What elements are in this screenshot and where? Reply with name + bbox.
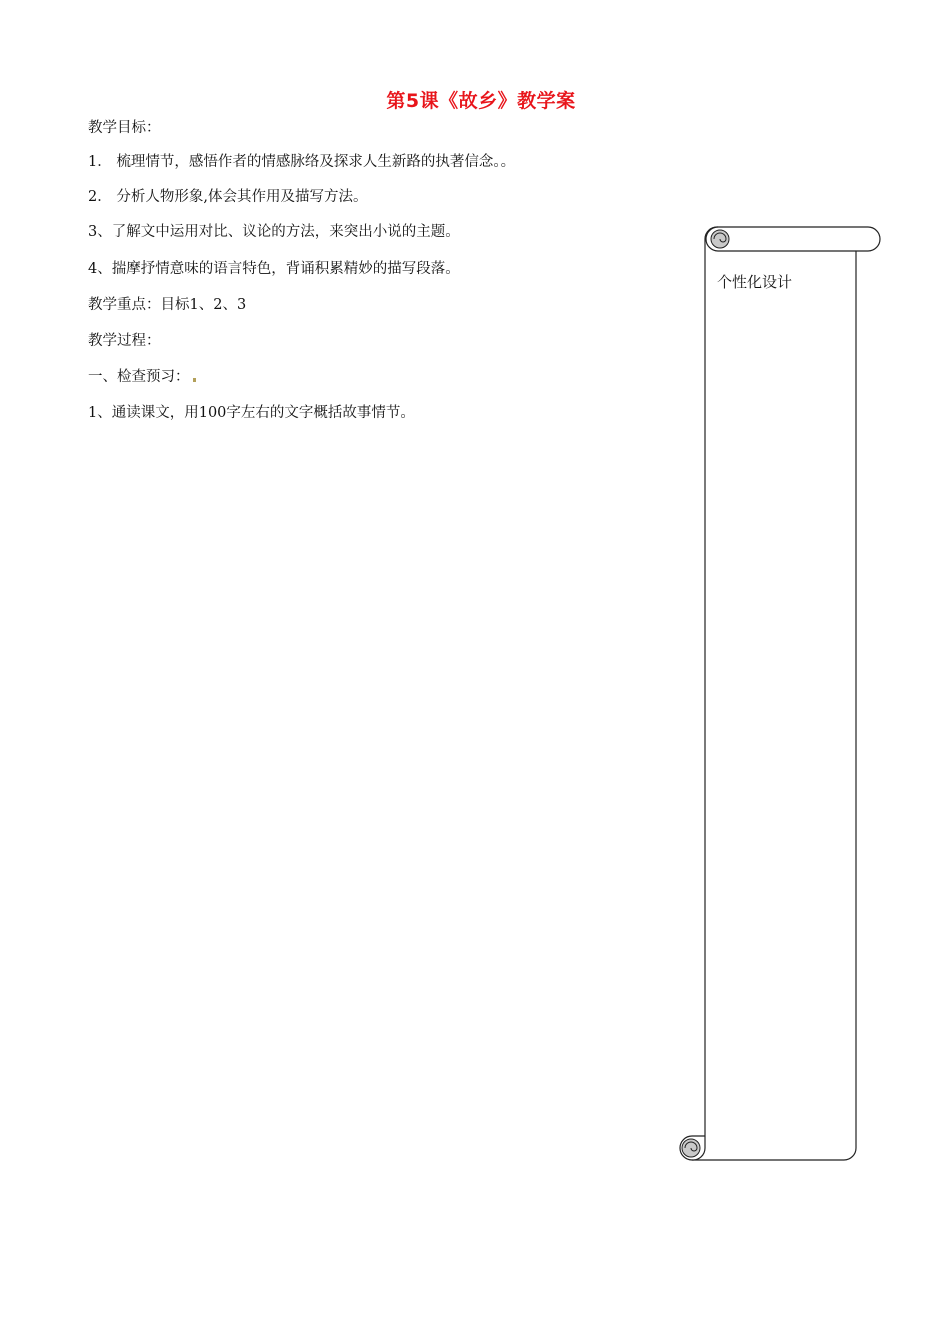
section-preview-check-text: 一、检查预习：	[88, 369, 190, 385]
process-heading: 教学过程：	[88, 333, 161, 349]
document-title: 第5课《故乡》教学案	[386, 90, 576, 112]
key-points: 教学重点：目标1、2、3	[88, 297, 247, 313]
objective-4: 4、揣摩抒情意味的语言特色，背诵积累精妙的描写段落。	[88, 261, 460, 277]
objective-2: 2． 分析人物形象,体会其作用及描写方法。	[88, 189, 368, 205]
task-1: 1、通读课文，用100字左右的文字概括故事情节。	[88, 405, 415, 421]
personalized-design-label: 个性化设计	[717, 273, 793, 291]
objectives-heading: 教学目标：	[88, 120, 161, 136]
objective-1: 1． 梳理情节，感悟作者的情感脉络及探求人生新路的执著信念。。	[88, 154, 516, 170]
objective-3: 3、了解文中运用对比、议论的方法，来突出小说的主题。	[88, 224, 460, 240]
